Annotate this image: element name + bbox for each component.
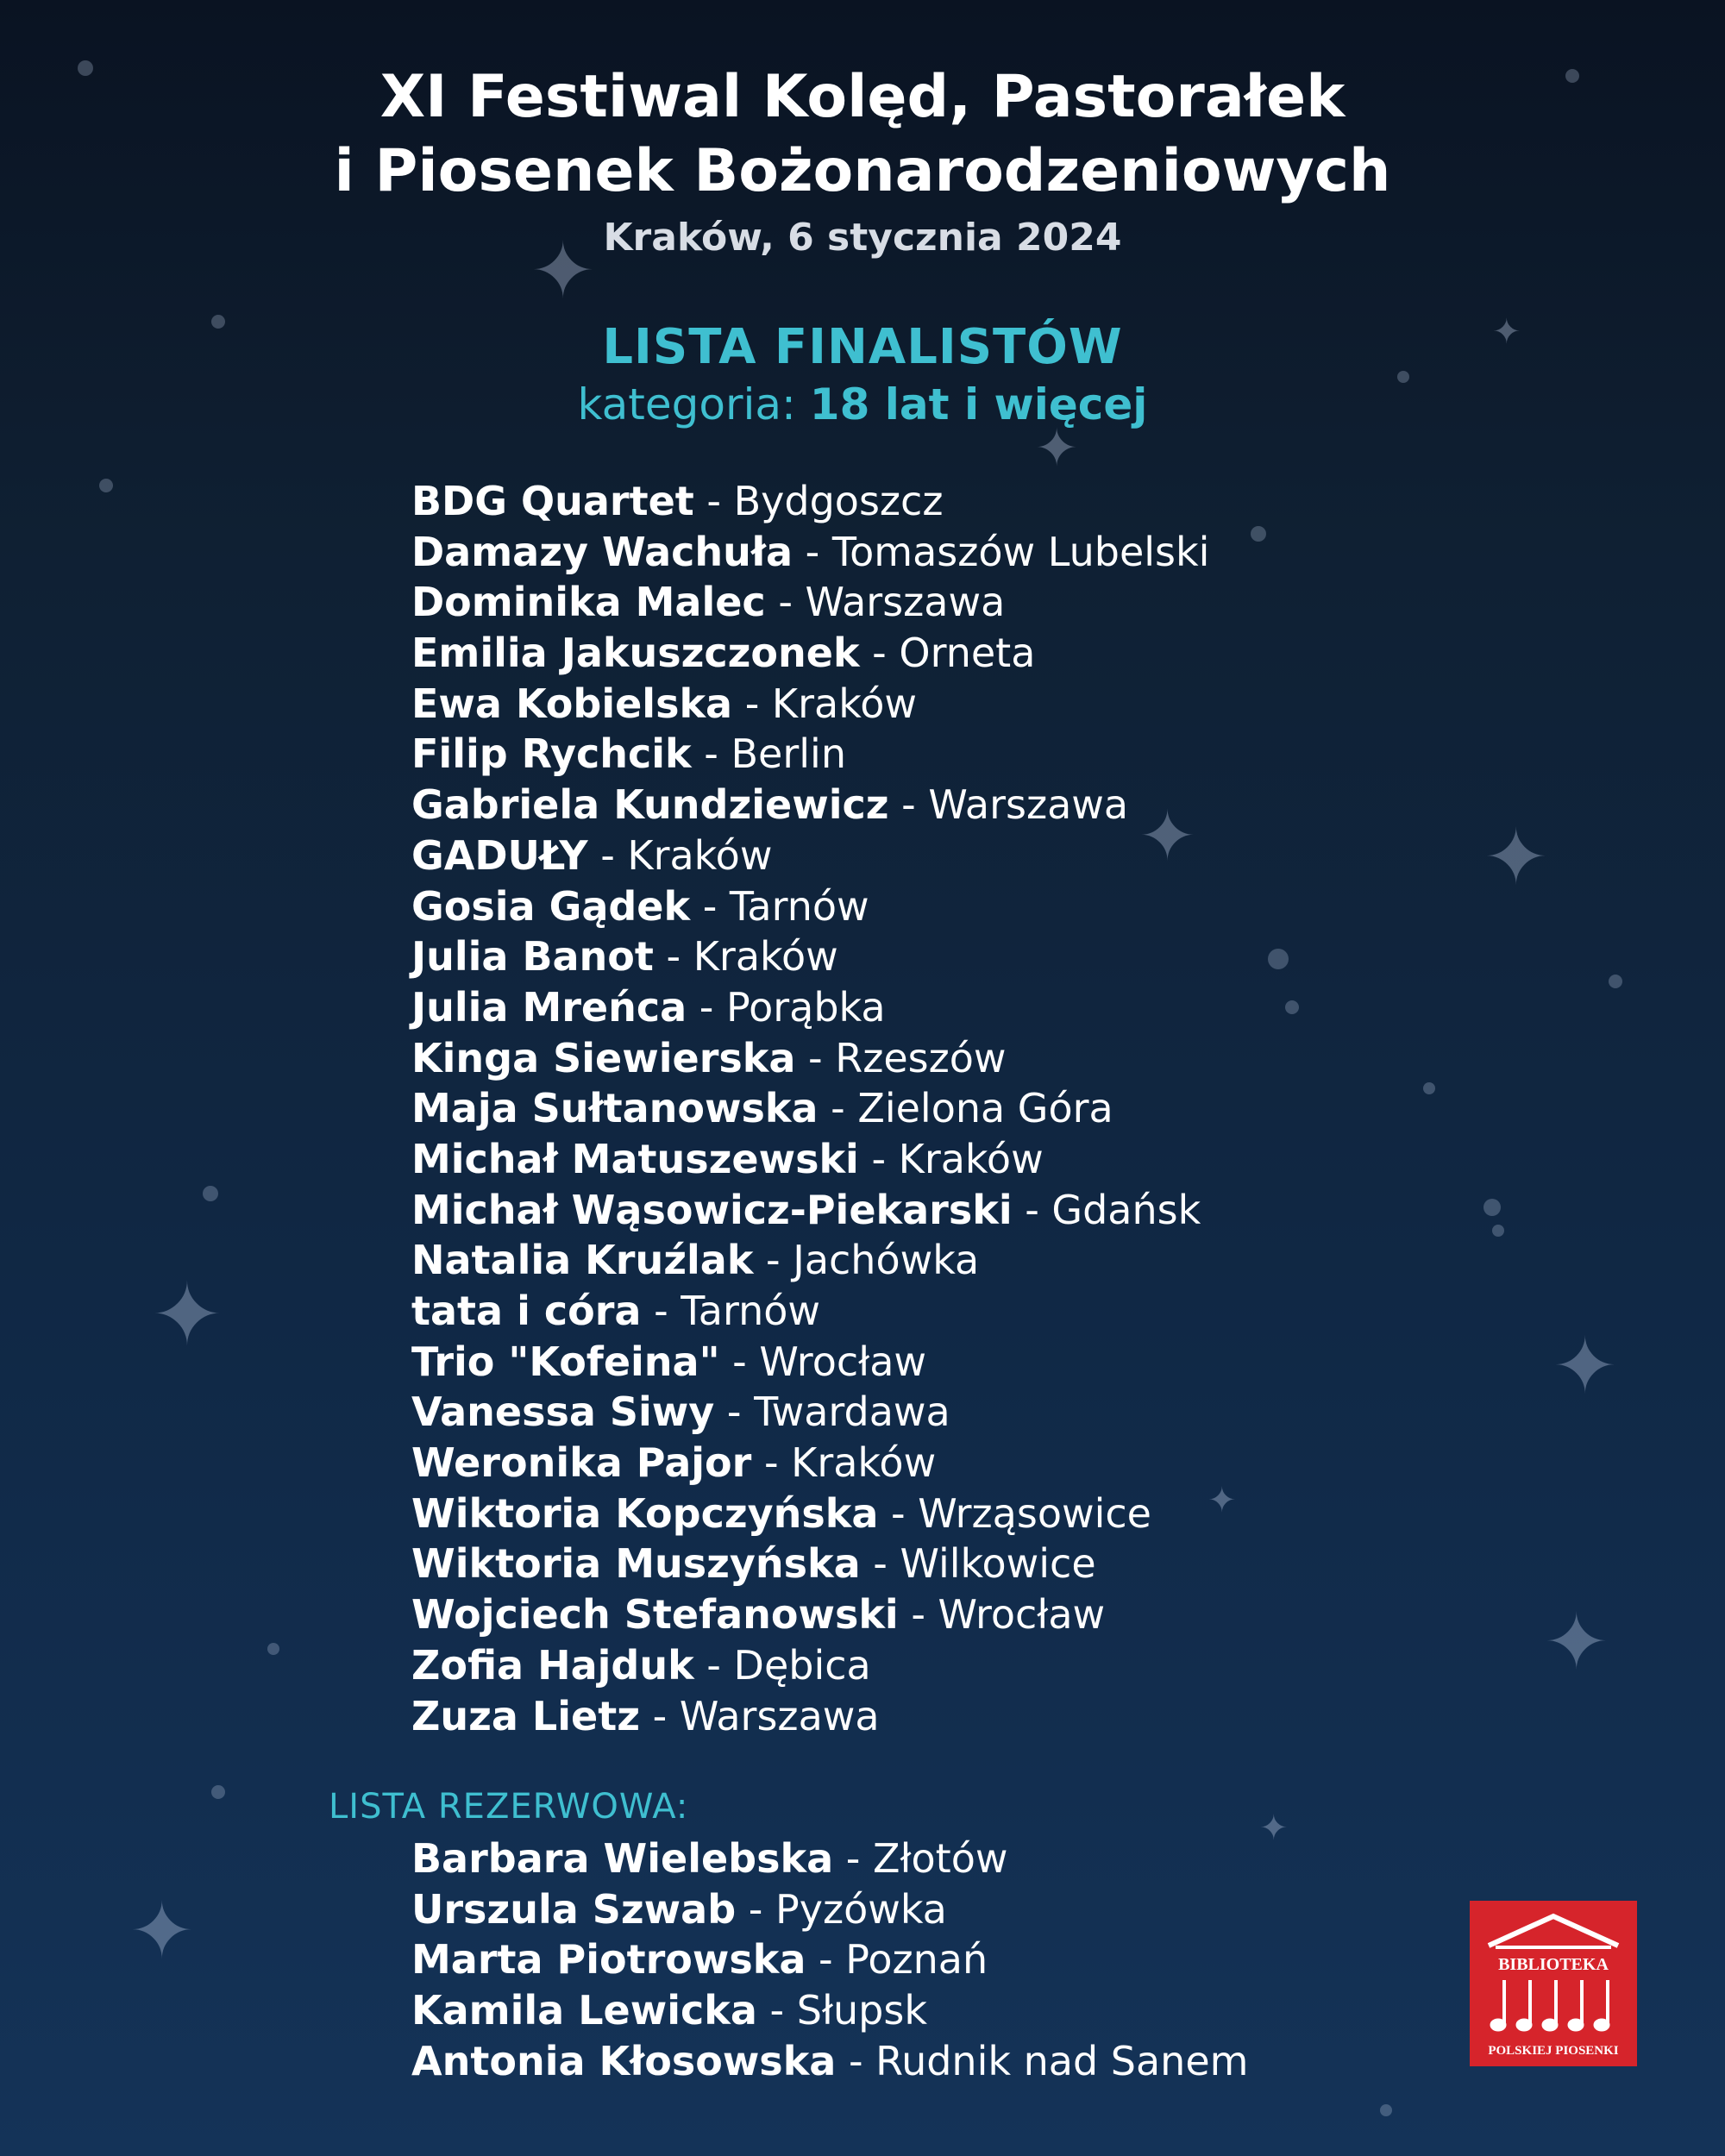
performer-city: - Kraków [587,831,773,879]
event-date-location: Kraków, 6 stycznia 2024 [603,216,1122,260]
list-item-entry [411,1387,950,1438]
logo-graphic [1470,1901,1637,2066]
list-item-entry [411,982,886,1033]
sparkle-icon: ✦ [1259,1808,1289,1848]
list-item-entry [411,830,772,881]
list-item-entry [411,527,1209,578]
performer-name: Zuza Lietz [411,1692,640,1739]
performer-city: - Warszawa [639,1692,880,1739]
performer-name: tata i córa [411,1288,642,1334]
star-dot [1492,1225,1504,1237]
finalists-heading: LISTA FINALISTÓW [602,319,1123,375]
performer-city: - Twardawa [714,1388,950,1436]
performer-city: - Bydgoszcz [693,478,944,524]
list-item-entry [411,679,917,730]
title-line-2: i Piosenek Bożonarodzeniowych [334,137,1391,205]
performer-name: Ewa Kobielska [411,680,733,727]
performer-name: Michał Matuszewski [411,1135,859,1182]
list-item-entry [411,881,869,932]
sparkle-icon: ✦ [1035,418,1079,479]
performer-city: - Kraków [858,1135,1044,1182]
sparkle-icon: ✦ [129,1886,195,1977]
performer-city: - Gdańsk [1012,1186,1201,1233]
performer-city: - Kraków [751,1439,937,1487]
performer-city: - Tarnów [690,882,869,930]
performer-name: Julia Banot [411,933,654,981]
performer-name: Kinga Siewierska [411,1034,796,1081]
performer-name: Barbara Wielebska [411,1835,834,1882]
list-item-entry [411,1833,1007,1884]
performer-name: Gabriela Kundziewicz [411,781,889,829]
performer-name: Dominika Malec [411,579,766,626]
biblioteka-polskiej-piosenki-logo [1470,1901,1637,2066]
performer-name: Michał Wąsowicz-Piekarski [411,1186,1013,1233]
list-item-entry [411,1033,1007,1084]
list-item-entry [411,1134,1044,1185]
performer-city: - Wrocław [898,1591,1106,1639]
star-dot [1380,2104,1392,2116]
performer-city: - Warszawa [888,781,1129,829]
performer-name: Wiktoria Muszyńska [411,1540,861,1588]
list-item-entry [411,1985,927,2036]
sparkle-icon: ✦ [530,226,596,317]
performer-name: BDG Quartet [411,478,694,524]
star-dot [203,1186,218,1201]
logo-text-bottom: POLSKIEJ PIOSENKI [1488,2044,1619,2058]
logo-text-top: BIBLIOTEKA [1498,1955,1609,1974]
star-dot [1251,526,1266,542]
list-item-entry [411,1589,1105,1640]
category-line [0,379,1725,429]
sparkle-icon: ✦ [1552,1321,1618,1412]
list-item-entry [411,1489,1151,1539]
performer-city: - Złotów [833,1835,1008,1882]
list-item-entry [411,931,838,982]
performer-city: - Warszawa [765,579,1006,626]
list-item-entry [411,1286,820,1337]
performer-city: - Jachówka [753,1237,980,1284]
performer-city: - Dębica [693,1641,871,1689]
reserve-list-heading: LISTA REZERWOWA: [329,1787,689,1827]
star-dot [1423,1082,1435,1094]
list-item-entry [411,1083,1113,1134]
category-label: kategoria: [577,379,796,429]
star-dot [99,479,113,492]
performer-city: - Tarnów [641,1288,821,1334]
page-title [0,60,1725,209]
performer-city: - Orneta [859,630,1036,677]
star-dot [1268,949,1289,969]
sparkle-icon: ✦ [1208,1481,1237,1520]
performer-name: Wojciech Stefanowski [411,1591,899,1639]
performer-city: - Zielona Góra [818,1085,1113,1132]
performer-city: - Wilkowice [860,1540,1096,1588]
performer-city: - Wrocław [719,1338,927,1385]
list-item-entry [411,1884,947,1935]
performer-name: Filip Rychcik [411,730,692,778]
logo-notes-icon [1490,1980,1609,2031]
sparkle-icon: ✦ [1544,1597,1609,1688]
performer-city: - Kraków [732,680,917,727]
list-item-entry [411,1934,988,1985]
list-item-entry [411,1438,936,1489]
list-item-entry [411,780,1128,830]
list-item-entry [411,1235,979,1286]
sparkle-icon: ✦ [1138,796,1197,876]
category-value: 18 lat i więcej [809,379,1148,429]
performer-name: Antonia Kłosowska [411,2037,837,2084]
performer-name: Damazy Wachuła [411,528,793,575]
star-dot [211,1785,225,1799]
performer-name: Trio "Kofeina" [411,1338,720,1385]
star-dot [1484,1199,1501,1216]
sparkle-icon: ✦ [1492,312,1521,352]
performer-city: - Poznań [806,1936,988,1984]
list-item-entry [411,476,944,527]
list-item-entry [411,628,1035,679]
performer-city: - Rudnik nad Sanem [836,2037,1249,2084]
performer-city: - Porąbka [687,983,886,1031]
performer-name: Weronika Pajor [411,1439,752,1487]
performer-name: Wiktoria Kopczyńska [411,1489,879,1537]
logo-roof-icon [1489,1916,1618,1946]
performer-name: Vanessa Siwy [411,1388,715,1436]
performer-city: - Wrząsowice [878,1489,1151,1537]
performer-name: Marta Piotrowska [411,1936,806,1984]
performer-name: Zofia Hajduk [411,1641,694,1689]
performer-city: - Rzeszów [795,1034,1007,1081]
list-item-entry [411,1539,1096,1589]
list-item-entry [411,1337,926,1388]
star-dot [1285,1000,1299,1014]
performer-city: - Pyzówka [736,1885,947,1933]
star-dot [1609,975,1622,988]
list-item-entry [411,1185,1201,1236]
sparkle-icon: ✦ [1484,812,1549,903]
performer-city: - Berlin [691,730,846,778]
performer-name: Urszula Szwab [411,1885,737,1933]
performer-name: Natalia Kruźlak [411,1237,754,1284]
performer-city: - Tomaszów Lubelski [793,528,1210,575]
list-item-entry [411,577,1005,628]
performer-name: GADUŁY [411,831,588,879]
list-item-entry [411,729,846,780]
list-item-entry [411,1691,880,1742]
list-item-entry [411,2036,1248,2087]
performer-name: Maja Sułtanowska [411,1085,819,1132]
title-line-1: XI Festiwal Kolęd, Pastorałek [380,63,1346,131]
star-dot [267,1643,279,1655]
list-item-entry [411,1640,871,1691]
performer-name: Kamila Lewicka [411,1987,757,2034]
sparkle-icon: ✦ [151,1264,223,1365]
performer-name: Julia Mreńca [411,983,687,1031]
performer-name: Gosia Gądek [411,882,691,930]
performer-name: Emilia Jakuszczonek [411,630,860,677]
performer-city: - Słupsk [756,1987,927,2034]
performer-city: - Kraków [653,933,838,981]
